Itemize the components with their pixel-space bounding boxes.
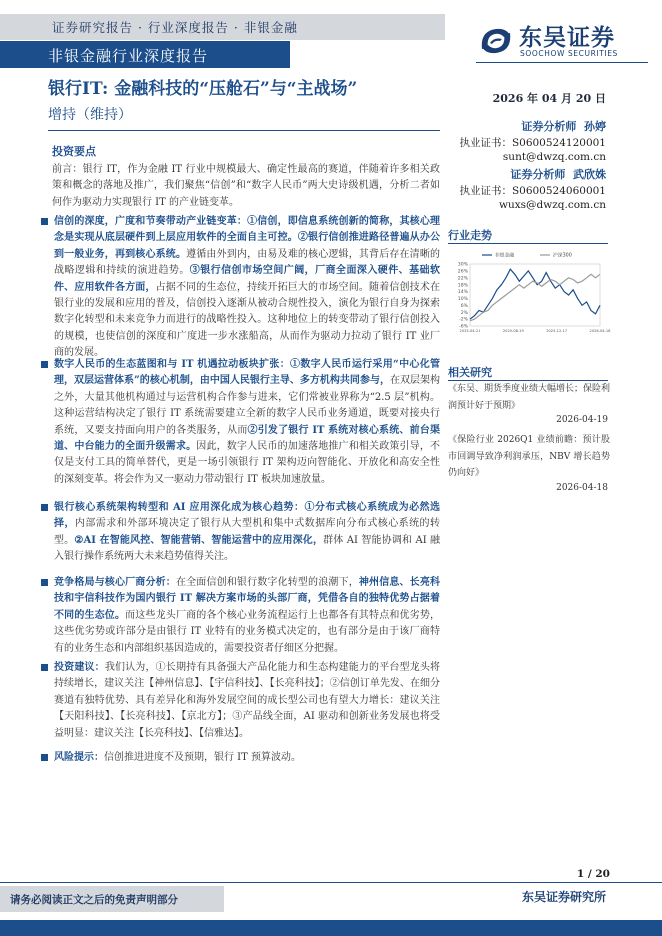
bullet-text: 群体 AI 智能协调和 AI 融入银行操作系统两大未来趋势值得关注。	[54, 534, 440, 563]
chart-y-tick-label: 10%	[457, 297, 468, 303]
bullet-text: 我们认为，①长期持有具备强大产品化能力和生态构建能力的平台型龙头将持续增长，建议关注【神州信息】、【宇信科技】、【长亮科技】；②信创订单先发、在细分赛道有独特优势、具有差异化和海外发展空间的成长型公司也有望大力增长：建议关注【天阳科技】、【长亮科技】、【京北方】；③产品线全面，AI 驱动和创新业务发展也将受益明显：建议关注【长亮科技】、【信雅达】。	[54, 662, 441, 739]
related-title: 相关研究	[448, 366, 492, 379]
analyst-2-email[interactable]: wuxs@dwzq.com.cn	[499, 199, 606, 211]
chart-y-tick-label: 22%	[457, 276, 468, 282]
related-report-1[interactable]: 《东吴、期货季度业绩大幅增长；保险利润预计好于预期》	[448, 384, 611, 411]
bullet-lead: 神州信息、长亮科技和宇信科技作为国内银行 IT 解决方案市场的头部厂商，凭借各自的独特优势占据着不同的生态位。	[54, 577, 441, 621]
intro-paragraph: 前言：银行 IT，作为金融 IT 行业中规模最大、确定性最高的赛道，伴随着许多相关政策和概念的落地及推广，我们聚焦“信创”和“数字人民币”两大史诗级机遇，分析二者如何作为驱动力实现银行 IT 的产业链变革。	[52, 164, 440, 208]
soochow-logo-icon	[476, 21, 516, 61]
chart-legend-label: 非银金融	[495, 253, 515, 259]
bullet-text: 在全面信创和银行数字化转型的浪潮下，	[175, 577, 359, 588]
analyst-1-license: 执业证书：S0600524120001	[459, 137, 606, 149]
analyst-name: 孙婷	[584, 120, 606, 133]
report-category-band	[0, 14, 445, 40]
soochow-logo	[476, 18, 656, 68]
logo-chinese: 东吴证券	[519, 25, 615, 51]
bullet-lead: ③银行信创市场空间广阔，厂商全面深入硬件、基础软件、应用软件各方面，	[54, 265, 441, 293]
bullet-risk	[54, 750, 440, 766]
chart-y-tick-label: 26%	[457, 269, 468, 275]
analyst-role: 证券分析师	[521, 120, 577, 133]
page-number: 1 / 20	[576, 868, 610, 880]
chart-y-tick-label: 30%	[457, 262, 468, 268]
chart-y-tick-label: 18%	[457, 283, 468, 289]
bullet-text: 而这些龙头厂商的各个核心业务流程运行上也都各有其特点和优劣势，这些优劣势或许部分是由银行 IT 业特有的业务模式决定的，也有部分是由于该厂商特有的业务生态和内部组织基因造成的，需要投资者仔细区分把握。	[54, 609, 441, 654]
analyst-role: 证券分析师	[510, 168, 566, 181]
bullet-marker	[41, 664, 48, 671]
bullet-marker	[41, 361, 48, 368]
bullet-xinchuang	[54, 214, 440, 362]
bullet-core-system	[54, 500, 440, 566]
disclaimer-text: 请务必阅读正文之后的免责声明部分	[10, 894, 178, 906]
chart-y-tick-label: -6%	[459, 324, 468, 330]
chart-x-tick-label: 2025-04-21	[459, 329, 481, 333]
related-report-2-date: 2026-04-18	[556, 483, 608, 493]
chart-plot-frame	[470, 264, 600, 326]
bullet-marker	[41, 504, 48, 511]
bullet-lead: 竞争格局与核心厂商分析：	[54, 577, 176, 588]
bullet-text: 内部需求和外部环境决定了银行从大型机和集中式数据库向分布式核心系统的转型。	[54, 518, 441, 546]
related-report-1-date: 2026-04-19	[556, 415, 608, 425]
chart-y-tick-label: 2%	[460, 310, 468, 316]
industry-trend-chart	[448, 246, 611, 338]
logo-english: SOOCHOW SECURITIES	[520, 49, 618, 58]
chart-x-tick-label: 2026-04-16	[589, 329, 611, 333]
bullet-marker	[41, 218, 48, 225]
bullet-lead: ②引发了银行 IT 系统对核心系统、前台渠道、中台能力的全面升级需求。	[54, 424, 440, 453]
chart-y-tick-label: 6%	[460, 303, 468, 309]
bullet-marker	[41, 579, 48, 586]
bullet-lead: 信创的深度，广度和节奏带动产业链变革：①信创，即信息系统创新的简称，其核心理念是实现从底层硬件到上层应用软件的全面自主可控。②银行信创推进路径普遍从办公到一般业务，再到核心系统。	[54, 216, 440, 260]
footer-bar	[0, 920, 662, 936]
section-title: 投资要点	[52, 145, 96, 158]
analyst-name: 武欣姝	[573, 168, 606, 181]
bullet-investment-advice	[54, 660, 440, 742]
report-series-band	[0, 41, 290, 68]
bullet-lead: 银行核心系统架构转型和 AI 应用深化成为核心趋势：①分布式核心系统成为必然选择，	[54, 502, 440, 530]
bullet-lead: 风险提示：	[54, 752, 104, 763]
footer-divider	[0, 882, 662, 883]
related-report-2[interactable]: 《保险行业 2026Q1 业绩前瞻：预计股市回调导致净利润承压，NBV 增长趋势仍向好》	[448, 435, 610, 478]
analyst-2-license: 执业证书：S0600524060001	[459, 185, 606, 197]
trend-divider	[448, 243, 608, 244]
report-series: 非银金融行业深度报告	[48, 47, 209, 65]
chart-legend-label: 沪深300	[553, 253, 572, 259]
chart-series-line-nonbank	[470, 269, 600, 319]
bullet-text: 信创推进进度不及预期，银行 IT 预算波动。	[104, 752, 301, 763]
chart-y-tick-label: -2%	[459, 317, 468, 323]
bullet-text: 因此，数字人民币的加速落地推广和相关政策引导，不仅是支付工具的简单替代，更是一场引领银行 IT 架构迈向智能化、开放化和高安全性的深刻变革。将会作为又一驱动力带动银行 IT 板块加速放量。	[54, 441, 441, 485]
report-title: 银行IT: 金融科技的“压舱石”与“主战场”	[48, 79, 358, 99]
report-date: 2026 年 04 月 20 日	[492, 92, 606, 105]
bullet-text: 遵循由外到内，由易及难的核心逻辑，其背后存在清晰的战略逻辑和持续的演进趋势。	[54, 248, 441, 277]
chart-x-tick-label: 2025-08-19	[502, 329, 524, 333]
analyst-1-role	[521, 118, 606, 134]
trend-title: 行业走势	[448, 229, 492, 242]
header-divider	[476, 62, 648, 63]
report-category: 证券研究报告 · 行业深度报告 · 非银金融	[52, 20, 298, 35]
chart-y-tick-label: 14%	[457, 290, 468, 296]
title-divider	[48, 130, 440, 131]
bullet-lead: 数字人民币的生态蓝图和与 IT 机遇拉动板块扩张：①数字人民币运行采用“中心化管理，双层运营体系”的核心机制，由中国人民银行主导、多方机构共同参与，	[54, 359, 440, 387]
footer-organization: 东吴证券研究所	[521, 890, 606, 904]
bullet-ecny	[54, 357, 440, 488]
bullet-text: 占据不同的生态位，持续开拓巨大的市场空间。随着信创技术在银行业的发展和应用的普及，信创投入逐渐从被动合规性投入，演化为银行自身为探索数字化转型和未来竞争力而进行的战略性投入。这种地位上的转变带动了银行信创投入的规模，也使信创的深度和广度进一步水涨船高，从而作为驱动力拉动了银行 IT 业厂商的发展。	[54, 281, 441, 359]
analyst-2-role	[510, 166, 606, 182]
rating: 增持（维持）	[48, 107, 132, 123]
chart-x-tick-label: 2025-12-17	[546, 329, 568, 333]
bullet-lead: 投资建议：	[54, 662, 105, 673]
bullet-marker	[41, 754, 48, 761]
bullet-competition	[54, 575, 440, 657]
bullet-text: 在双层架构之外，大量其他机构通过与运营机构合作参与进来，它们常被业界称为“2.5 层”机构。这种运营结构决定了银行 IT 系统需要建立全新的数字人民币业务通道，既要对接央行系统，又要支持面向用户的各类服务，从而	[54, 375, 440, 436]
bullet-lead: ②AI 在智能风控、智能营销、智能运营中的应用深化，	[74, 534, 324, 546]
disclaimer-band	[0, 886, 224, 912]
analyst-1-email[interactable]: sunt@dwzq.com.cn	[502, 151, 606, 163]
